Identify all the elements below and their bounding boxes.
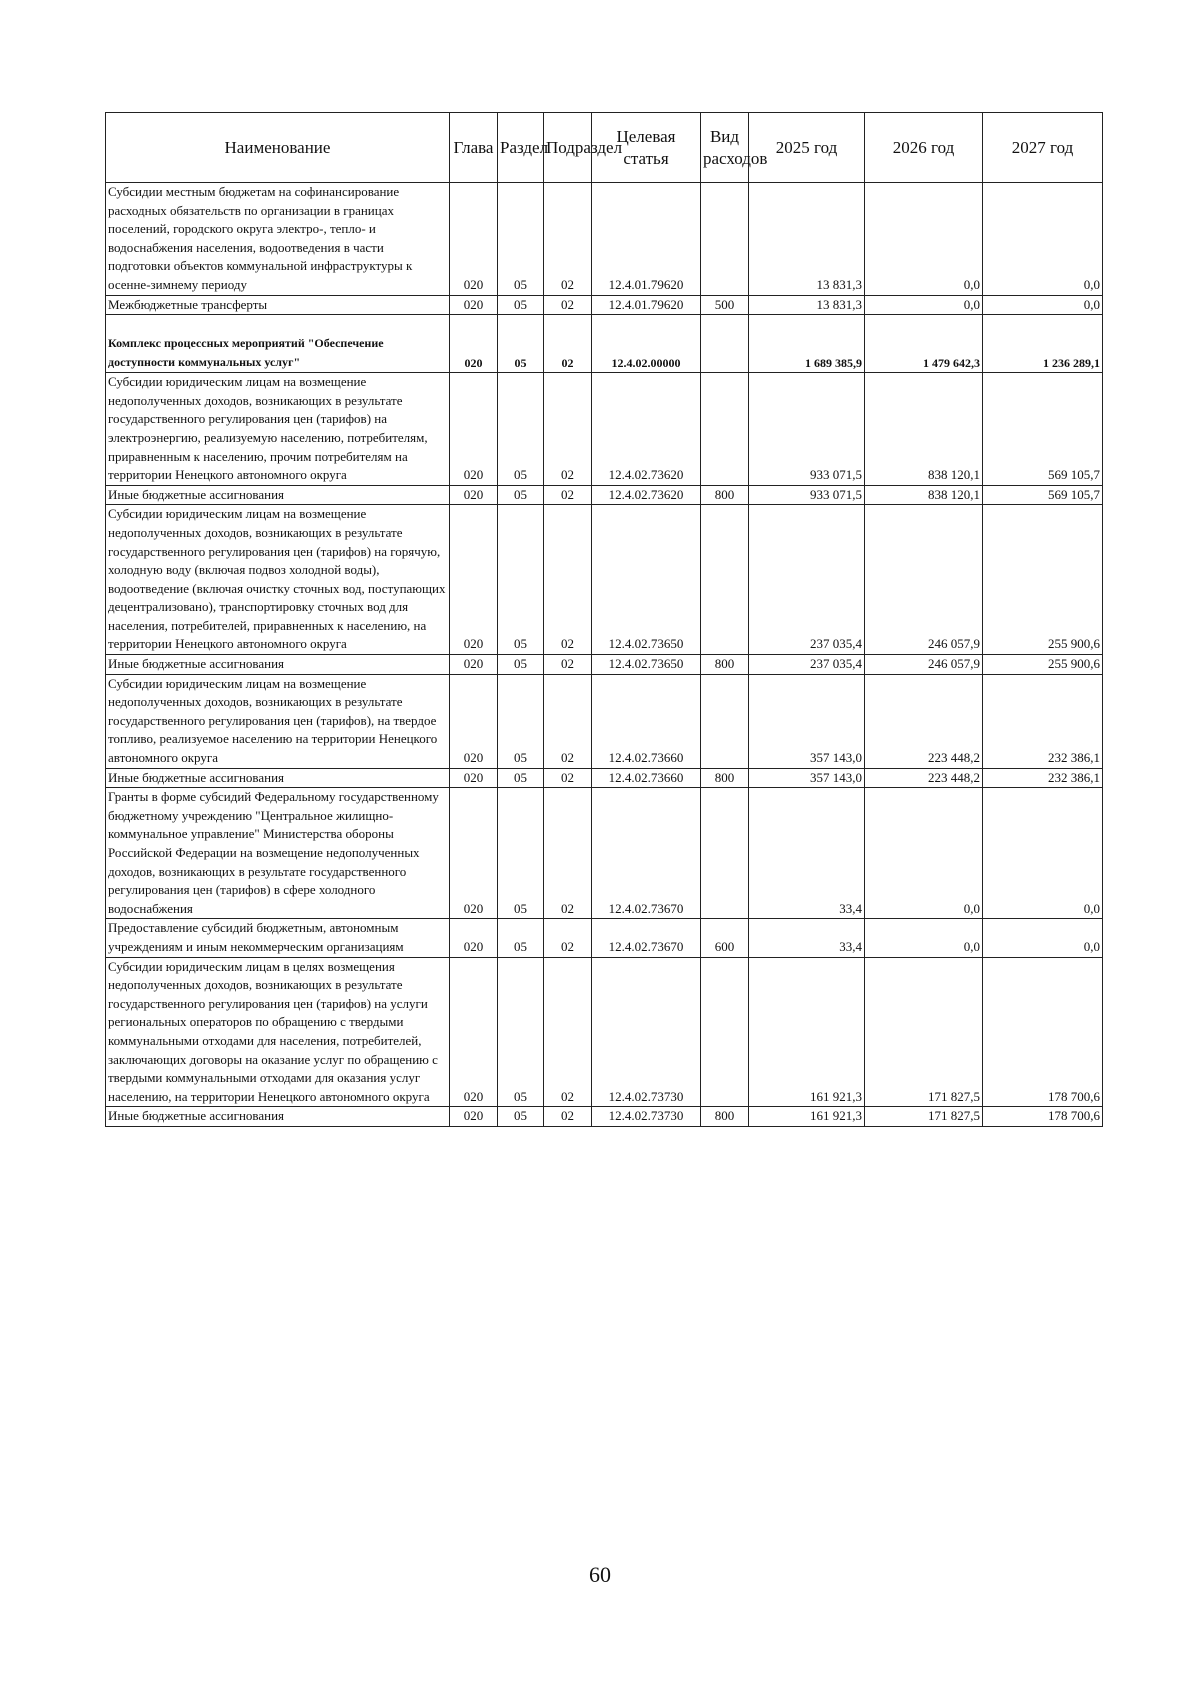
- row-glava: 020: [450, 315, 498, 373]
- row-name: Межбюджетные трансферты: [106, 295, 450, 315]
- row-glava: 020: [450, 485, 498, 505]
- row-vid: 500: [701, 295, 749, 315]
- row-celevaya: 12.4.02.73620: [592, 373, 701, 486]
- header-2027: 2027 год: [983, 113, 1103, 183]
- row-2027: 0,0: [983, 919, 1103, 957]
- row-glava: 020: [450, 768, 498, 788]
- row-razdel: 05: [498, 1107, 544, 1127]
- row-2027: 232 386,1: [983, 768, 1103, 788]
- row-name: Субсидии местным бюджетам на софинансирование расходных обязательств по организации в границах поселений, городского округа электро-, тепло- и водоснабжения населения, водоотведения в части подготовки объектов коммунальной инфраструктуры к осенне-зимнему периоду: [106, 183, 450, 296]
- header-2026: 2026 год: [865, 113, 983, 183]
- row-razdel: 05: [498, 957, 544, 1107]
- row-glava: 020: [450, 957, 498, 1107]
- table-row: [106, 295, 1103, 315]
- row-name: Комплекс процессных мероприятий "Обеспечение доступности коммунальных услуг": [106, 315, 450, 373]
- row-razdel: 05: [498, 768, 544, 788]
- row-razdel: 05: [498, 315, 544, 373]
- row-vid: [701, 505, 749, 655]
- budget-table-container: [105, 112, 1102, 1127]
- table-row: [106, 788, 1103, 919]
- row-2025: 161 921,3: [749, 957, 865, 1107]
- row-2026: 838 120,1: [865, 485, 983, 505]
- row-name: Гранты в форме субсидий Федеральному государственному бюджетному учреждению "Центральное жилищно-коммунальное управление" Министерства обороны Российской Федерации на возмещение недополученных доходов, возникающих в результате государственного регулирования цен (тарифов) в сфере холодного водоснабжения: [106, 788, 450, 919]
- row-celevaya: 12.4.02.00000: [592, 315, 701, 373]
- budget-table: [105, 112, 1103, 1127]
- header-razdel: Раздел: [498, 113, 544, 183]
- row-glava: 020: [450, 373, 498, 486]
- row-2026: 0,0: [865, 788, 983, 919]
- table-row: [106, 183, 1103, 296]
- header-name: Наименование: [106, 113, 450, 183]
- row-podrazdel: 02: [544, 674, 592, 768]
- row-razdel: 05: [498, 485, 544, 505]
- row-celevaya: 12.4.02.73660: [592, 674, 701, 768]
- row-podrazdel: 02: [544, 768, 592, 788]
- page-number: 60: [589, 1562, 611, 1587]
- row-razdel: 05: [498, 674, 544, 768]
- row-celevaya: 12.4.02.73730: [592, 1107, 701, 1127]
- row-2026: 0,0: [865, 295, 983, 315]
- row-celevaya: 12.4.02.73650: [592, 655, 701, 675]
- header-celevaya: Целевая статья: [592, 113, 701, 183]
- row-2026: 223 448,2: [865, 674, 983, 768]
- row-2025: 357 143,0: [749, 674, 865, 768]
- row-podrazdel: 02: [544, 919, 592, 957]
- table-row: [106, 373, 1103, 486]
- header-row: [106, 113, 1103, 183]
- row-2026: 171 827,5: [865, 1107, 983, 1127]
- row-vid: 600: [701, 919, 749, 957]
- row-celevaya: 12.4.01.79620: [592, 183, 701, 296]
- header-2025: 2025 год: [749, 113, 865, 183]
- row-name: Иные бюджетные ассигнования: [106, 1107, 450, 1127]
- row-2027: 569 105,7: [983, 485, 1103, 505]
- row-razdel: 05: [498, 919, 544, 957]
- row-celevaya: 12.4.02.73650: [592, 505, 701, 655]
- row-vid: 800: [701, 768, 749, 788]
- row-vid: [701, 315, 749, 373]
- row-2026: 0,0: [865, 919, 983, 957]
- row-2026: 246 057,9: [865, 505, 983, 655]
- row-name: Субсидии юридическим лицам на возмещение недополученных доходов, возникающих в результате государственного регулирования цен (тарифов), на твердое топливо, реализуемое населению на территории Ненецкого автономного округа: [106, 674, 450, 768]
- row-2027: 178 700,6: [983, 957, 1103, 1107]
- row-name: Иные бюджетные ассигнования: [106, 768, 450, 788]
- row-celevaya: 12.4.02.73660: [592, 768, 701, 788]
- row-celevaya: 12.4.02.73730: [592, 957, 701, 1107]
- row-vid: [701, 373, 749, 486]
- row-glava: 020: [450, 505, 498, 655]
- row-name: Предоставление субсидий бюджетным, автономным учреждениям и иным некоммерческим организациям: [106, 919, 450, 957]
- row-podrazdel: 02: [544, 655, 592, 675]
- row-vid: [701, 957, 749, 1107]
- row-razdel: 05: [498, 505, 544, 655]
- row-2025: 237 035,4: [749, 505, 865, 655]
- row-2026: 171 827,5: [865, 957, 983, 1107]
- row-vid: [701, 674, 749, 768]
- row-name: Иные бюджетные ассигнования: [106, 485, 450, 505]
- row-2025: 237 035,4: [749, 655, 865, 675]
- row-2027: 0,0: [983, 788, 1103, 919]
- row-vid: [701, 183, 749, 296]
- row-podrazdel: 02: [544, 1107, 592, 1127]
- row-vid: 800: [701, 1107, 749, 1127]
- row-2025: 357 143,0: [749, 768, 865, 788]
- row-glava: 020: [450, 295, 498, 315]
- row-podrazdel: 02: [544, 788, 592, 919]
- row-podrazdel: 02: [544, 505, 592, 655]
- row-glava: 020: [450, 183, 498, 296]
- row-glava: 020: [450, 788, 498, 919]
- row-2027: 569 105,7: [983, 373, 1103, 486]
- row-razdel: 05: [498, 788, 544, 919]
- row-2025: 33,4: [749, 919, 865, 957]
- row-2026: 0,0: [865, 183, 983, 296]
- row-2025: 33,4: [749, 788, 865, 919]
- row-razdel: 05: [498, 183, 544, 296]
- row-glava: 020: [450, 674, 498, 768]
- row-celevaya: 12.4.01.79620: [592, 295, 701, 315]
- row-vid: 800: [701, 485, 749, 505]
- row-2027: 178 700,6: [983, 1107, 1103, 1127]
- row-podrazdel: 02: [544, 315, 592, 373]
- row-name: Субсидии юридическим лицам на возмещение недополученных доходов, возникающих в результате государственного регулирования цен (тарифов) на электроэнергию, реализуемую населению, потребителям, приравненным к населению, прочим потребителям на территории Ненецкого автономного округа: [106, 373, 450, 486]
- row-podrazdel: 02: [544, 485, 592, 505]
- row-razdel: 05: [498, 295, 544, 315]
- row-2025: 161 921,3: [749, 1107, 865, 1127]
- row-name: Субсидии юридическим лицам в целях возмещения недополученных доходов, возникающих в результате государственного регулирования цен (тарифов) на услуги региональных операторов по обращению с твердыми коммунальными отходами для населения, потребителей, заключающих договоры на оказание услуг по обращению с твердыми коммунальными отходами для оказания услуг населению, на территории Ненецкого автономного округа: [106, 957, 450, 1107]
- row-vid: [701, 788, 749, 919]
- table-row: [106, 674, 1103, 768]
- row-glava: 020: [450, 655, 498, 675]
- row-vid: 800: [701, 655, 749, 675]
- row-name: Иные бюджетные ассигнования: [106, 655, 450, 675]
- row-glava: 020: [450, 919, 498, 957]
- row-2025: 13 831,3: [749, 295, 865, 315]
- row-podrazdel: 02: [544, 183, 592, 296]
- row-podrazdel: 02: [544, 957, 592, 1107]
- row-2027: 255 900,6: [983, 655, 1103, 675]
- row-2026: 223 448,2: [865, 768, 983, 788]
- row-razdel: 05: [498, 655, 544, 675]
- row-podrazdel: 02: [544, 295, 592, 315]
- row-celevaya: 12.4.02.73670: [592, 919, 701, 957]
- row-podrazdel: 02: [544, 373, 592, 486]
- row-2025: 933 071,5: [749, 485, 865, 505]
- table-row: [106, 505, 1103, 655]
- header-glava: Глава: [450, 113, 498, 183]
- row-2026: 246 057,9: [865, 655, 983, 675]
- row-celevaya: 12.4.02.73620: [592, 485, 701, 505]
- row-2025: 13 831,3: [749, 183, 865, 296]
- header-vid: Вид расходов: [701, 113, 749, 183]
- table-row: [106, 655, 1103, 675]
- table-row: [106, 315, 1103, 373]
- header-podrazdel: Подраздел: [544, 113, 592, 183]
- row-2025: 1 689 385,9: [749, 315, 865, 373]
- row-2026: 838 120,1: [865, 373, 983, 486]
- row-2027: 0,0: [983, 295, 1103, 315]
- row-2027: 1 236 289,1: [983, 315, 1103, 373]
- row-2025: 933 071,5: [749, 373, 865, 486]
- row-2026: 1 479 642,3: [865, 315, 983, 373]
- table-row: [106, 768, 1103, 788]
- table-row: [106, 1107, 1103, 1127]
- row-name: Субсидии юридическим лицам на возмещение недополученных доходов, возникающих в результате государственного регулирования цен (тарифов) на горячую, холодную воду (включая подвоз холодной воды), водоотведение (включая очистку сточных вод, поступающих децентрализовано), транспортировку сточных вод для населения, потребителей, приравненных к населению, на территории Ненецкого автономного округа: [106, 505, 450, 655]
- table-row: [106, 485, 1103, 505]
- row-2027: 0,0: [983, 183, 1103, 296]
- row-2027: 255 900,6: [983, 505, 1103, 655]
- row-glava: 020: [450, 1107, 498, 1127]
- table-row: [106, 919, 1103, 957]
- table-row: [106, 957, 1103, 1107]
- row-celevaya: 12.4.02.73670: [592, 788, 701, 919]
- row-razdel: 05: [498, 373, 544, 486]
- row-2027: 232 386,1: [983, 674, 1103, 768]
